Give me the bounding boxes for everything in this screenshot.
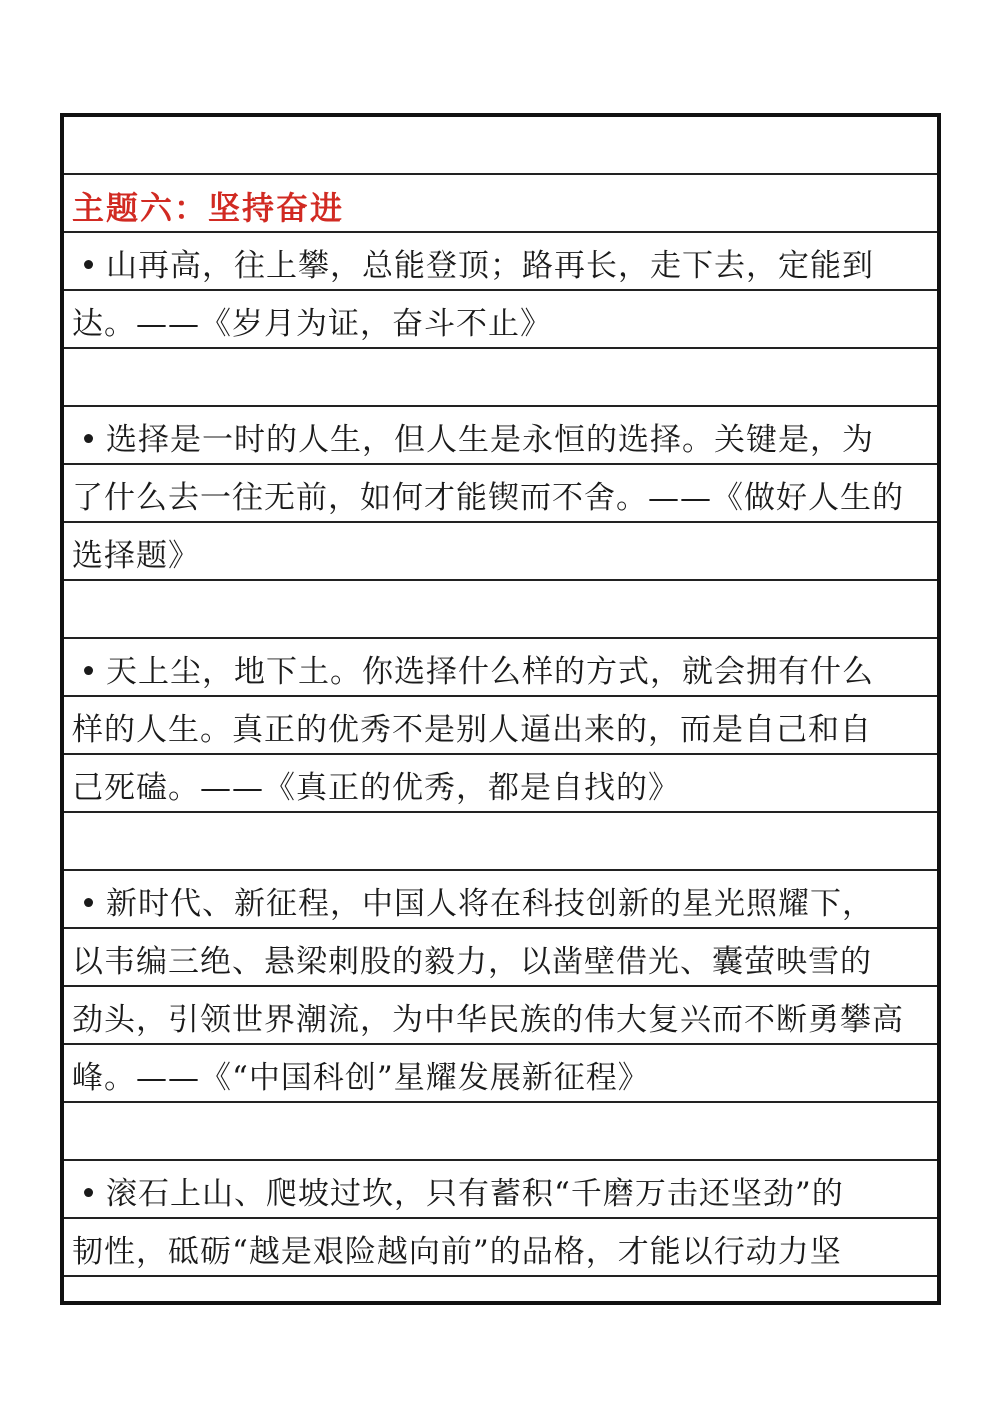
quote-line: 劲头，引领世界潮流，为中华民族的伟大复兴而不断勇攀高 [72, 1002, 904, 1038]
ruled-row [64, 581, 937, 639]
bullet-icon: • [79, 654, 99, 690]
bullet-icon: • [79, 886, 99, 922]
quote-line: 了什么去一往无前，如何才能锲而不舍。——《做好人生的 [72, 480, 904, 516]
ruled-row [64, 813, 937, 871]
ruled-row [64, 1103, 937, 1161]
quote-line: • 新时代、新征程，中国人将在科技创新的星光照耀下， [72, 875, 931, 933]
quote-line: • 山再高，往上攀，总能登顶；路再长，走下去，定能到 [72, 237, 931, 295]
quote-line: • 选择是一时的人生，但人生是永恒的选择。关键是，为 [72, 411, 931, 469]
quote-line: 样的人生。真正的优秀不是别人逼出来的，而是自己和自 [72, 712, 872, 748]
bullet-icon: • [79, 1176, 99, 1212]
ruled-row [64, 349, 937, 407]
ruled-row [64, 117, 937, 175]
quote-line: • 滚石上山、爬坡过坎，只有蓄积“千磨万击还坚劲”的 [72, 1165, 931, 1223]
quote-line: 己死磕。——《真正的优秀，都是自找的》 [72, 770, 680, 806]
quote-line: 以韦编三绝、悬梁刺股的毅力，以凿壁借光、囊萤映雪的 [72, 944, 872, 980]
quote-line: 韧性，砥砺“越是艰险越向前”的品格，才能以行动力坚 [72, 1234, 842, 1270]
quote-line: 峰。——《“中国科创”星耀发展新征程》 [72, 1060, 650, 1096]
bullet-icon: • [79, 248, 99, 284]
bullet-icon: • [79, 422, 99, 458]
quote-line: 选择题》 [72, 538, 200, 574]
quote-line: • 天上尘，地下土。你选择什么样的方式，就会拥有什么 [72, 643, 931, 701]
theme-title: 主题六：坚持奋进 [72, 189, 345, 227]
lined-sheet [60, 113, 941, 1305]
quote-line: 达。——《岁月为证，奋斗不止》 [72, 306, 552, 342]
